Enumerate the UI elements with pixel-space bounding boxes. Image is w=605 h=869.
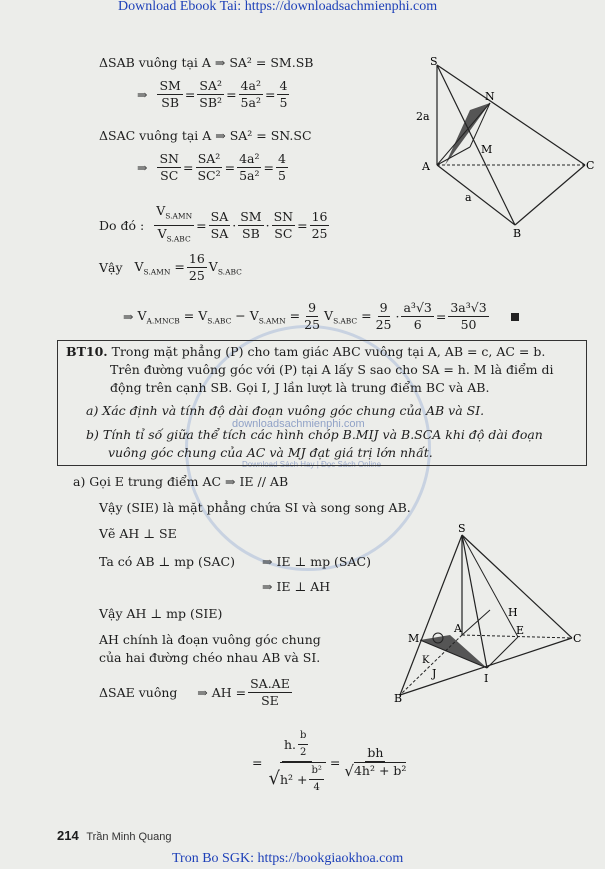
- sol-a-line5: ⇒ IE ⊥ AH: [262, 579, 331, 594]
- sol-a-line4a: Ta có AB ⊥ mp (SAC): [99, 554, 235, 569]
- label-2a: 2a: [416, 110, 430, 123]
- label-h: H: [508, 606, 518, 619]
- bt10-line1: BT10. Trong mặt phẳng (P) cho tam giác ABC vuông tại A, AB = c, AC = b.: [66, 344, 546, 359]
- final-volume: ⇒ $V_{A.MNCB} = V_{S.ABC} - V_{S.AMN}$ = $\frac{9}{25}$ $V_{S.ABC}$ = $\frac{9}{25}$ · $\frac{\text{a³√3}}{6}$ = $\frac{\text{3a³√3}}{50}$: [123, 300, 519, 333]
- label-c: C: [586, 159, 595, 172]
- sn-sc-ratio: ⇒ $\frac{SN}{SC}$ = $\frac{\text{SA²}}{\text{SC²}}$ = $\frac{\text{4a²}}{\text{5a²}}$ = $\frac{4}{5}$: [137, 151, 286, 183]
- shaded-triangle-kji: [420, 635, 487, 668]
- page-footer: [57, 828, 172, 843]
- label-b: B: [513, 227, 522, 240]
- bt10-line3: động trên cạnh SB. Gọi I, J lần lượt là trung điểm BC và AB.: [110, 380, 490, 395]
- label-c2: C: [573, 632, 582, 645]
- label-i: I: [484, 672, 489, 685]
- sol-a-line3: Vẽ AH ⊥ SE: [99, 526, 177, 541]
- bt10-line2: Trên đường vuông góc với (P) tại A lấy S sao cho SA = h. M là điểm di: [110, 362, 554, 377]
- label-s2: S: [458, 522, 466, 535]
- label-b2: B: [394, 692, 403, 705]
- label-a-edge: a: [465, 191, 472, 204]
- label-s: S: [430, 55, 438, 68]
- pyramid-figure-1: [410, 55, 595, 240]
- sae-formula: ΔSAE vuông ⇒ AH = $\frac{SA.AE}{SE}$: [99, 675, 290, 708]
- end-proof-square: [511, 313, 519, 321]
- sol-a-line1: a) Gọi E trung điểm AC ⇒ IE // AB: [73, 474, 289, 489]
- label-m: M: [481, 143, 493, 156]
- sol-a-line6: Vậy AH ⊥ mp (SIE): [99, 606, 223, 621]
- sac-line: ΔSAC vuông tại A ⇒ SA² = SN.SC: [99, 128, 312, 143]
- page-number: 214: [57, 828, 79, 843]
- download-header-link[interactable]: Download Ebook Tai: https://downloadsachmienphi.com: [118, 0, 438, 14]
- bt10-item-a: a) Xác định và tính độ dài đoạn vuông góc chung của AB và SI.: [86, 403, 485, 418]
- vay-volume: Vậy $V_{S.AMN}$ = $\frac{16}{25}$ $V_{S.ABC}$: [99, 251, 242, 283]
- sgk-footer-link[interactable]: Tron Bo SGK: https://bookgiaokhoa.com: [172, 851, 404, 866]
- author-name: Trần Minh Quang: [86, 831, 172, 843]
- watermark-text: downloadsachmienphi.com: [232, 418, 365, 430]
- sol-a-line7: AH chính là đoạn vuông góc chung: [99, 632, 321, 647]
- label-j: J: [432, 667, 437, 680]
- watermark-subtext: Download Sách Hay | Đọc Sách Online: [242, 460, 382, 469]
- ah-result-formula: = h. $\frac{b}{2}$ √ h² + $\frac{\text{b²}}{4}$ = bh √ 4h² + b²: [252, 728, 410, 796]
- label-e: E: [516, 624, 525, 637]
- label-a2: A: [454, 622, 462, 635]
- pyramid-figure-2: [390, 520, 590, 705]
- sol-a-line8: của hai đường chéo nhau AB và SI.: [99, 650, 321, 665]
- label-n: N: [485, 90, 495, 103]
- label-a: A: [422, 160, 430, 173]
- sab-line: ΔSAB vuông tại A ⇒ SA² = SM.SB: [99, 55, 314, 70]
- sol-a-line2: Vậy (SIE) là mặt phẳng chứa SI và song song AB.: [99, 500, 411, 515]
- sol-a-line4b: ⇒ IE ⊥ mp (SAC): [262, 554, 371, 569]
- label-k: K: [422, 655, 430, 666]
- sm-sb-ratio: ⇒ $\frac{SM}{SB}$ = $\frac{\text{SA²}}{\text{SB²}}$ = $\frac{\text{4a²}}{\text{5a²}}$ = $\frac{4}{5}$: [137, 78, 288, 110]
- bt10-item-b1: b) Tính tỉ số giữa thể tích các hình chóp B.MIJ và B.SCA khi độ dài đoạn: [86, 427, 543, 442]
- volume-ratio: Do đó : $\frac{V_{S.AMN}}{V_{S.ABC}}$ = $\frac{SA}{SA}$ · $\frac{SM}{SB}$ · $\frac{SN}{SC}$ = $\frac{16}{25}$: [99, 203, 328, 243]
- label-m2: M: [408, 632, 420, 645]
- bt10-item-b2: vuông góc chung của AC và MJ đạt giá trị lớn nhất.: [108, 445, 433, 460]
